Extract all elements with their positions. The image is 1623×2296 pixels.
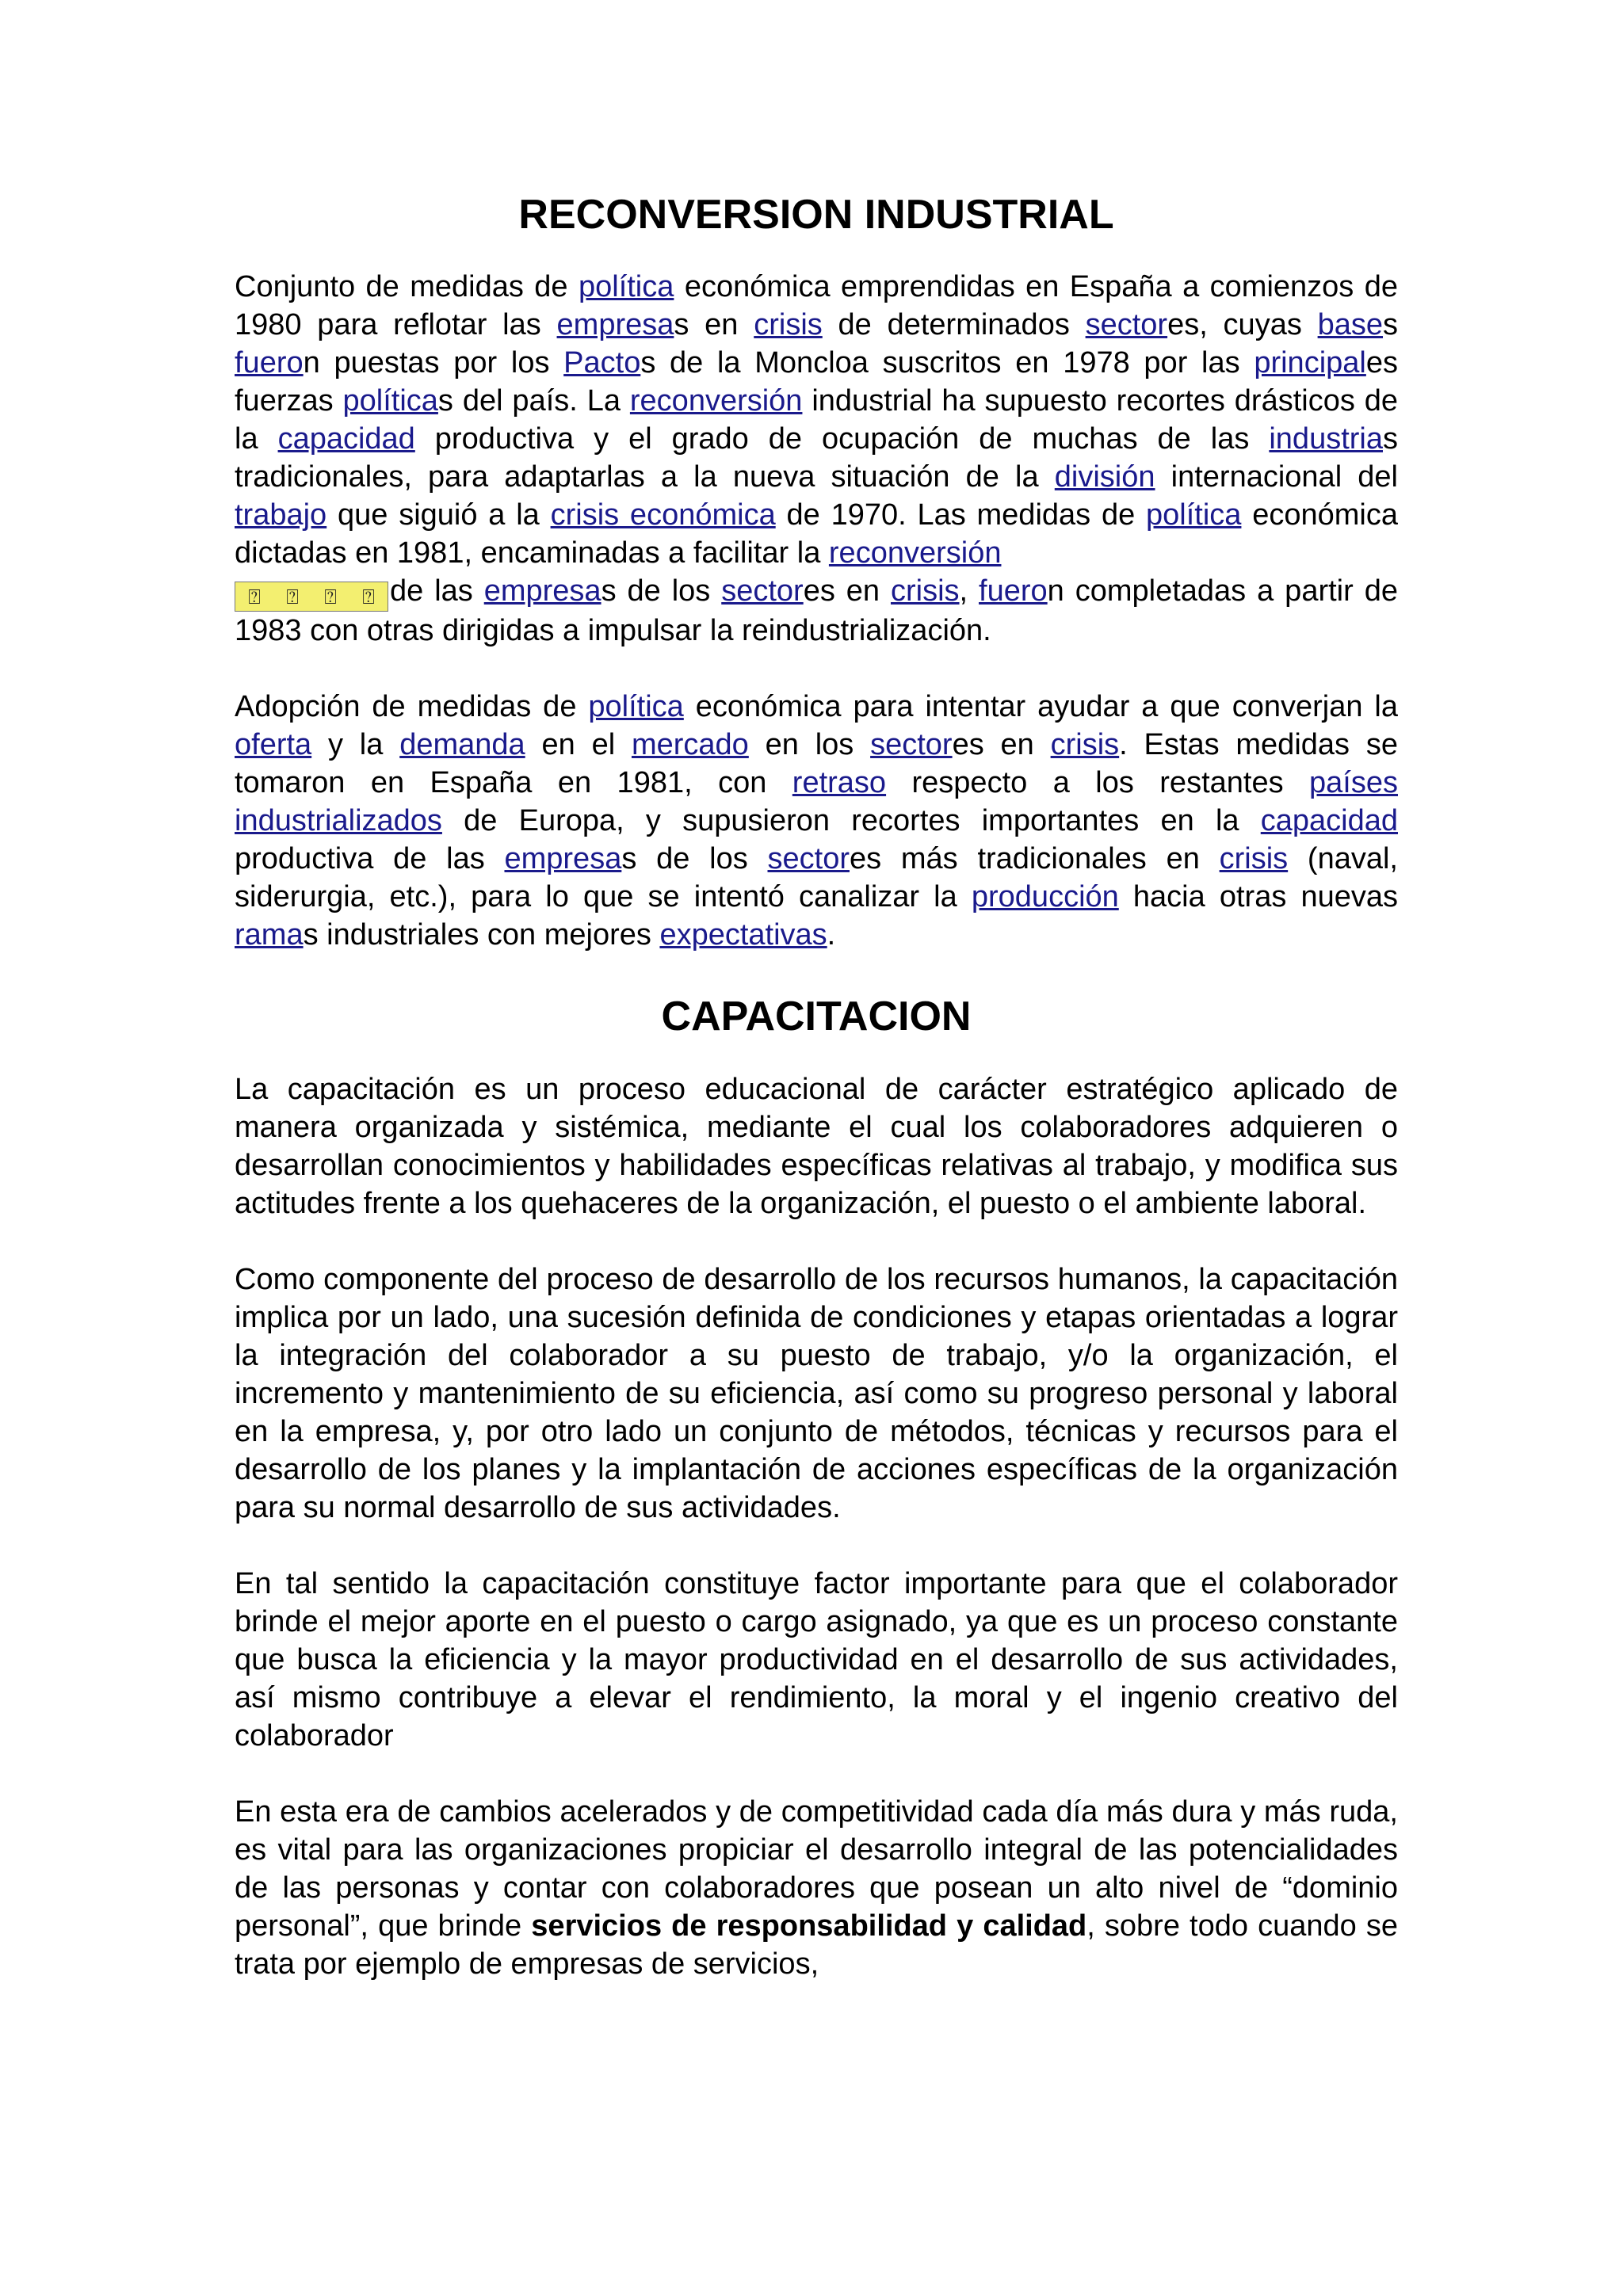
link-crisis-economica[interactable]: crisis económica bbox=[550, 498, 776, 532]
missing-image-icon: ⍰ bbox=[362, 585, 375, 609]
link-principal[interactable]: principal bbox=[1254, 346, 1366, 380]
bold-phrase: servicios de responsabilidad y calidad bbox=[531, 1909, 1087, 1943]
paragraph-capacitacion-era: En esta era de cambios acelerados y de competitividad cada día más dura y más ruda, es vital para las organizaciones propiciar el desarrollo integral de las potencialidades de las personas y contar con colaboradores que posean un alto nivel de “dominio personal”, que brinde servicios de responsabilidad y calidad, sobre todo cuando se trata por ejemplo de empresas de servicios, bbox=[235, 1794, 1399, 1981]
link-crisis[interactable]: crisis bbox=[1219, 842, 1289, 876]
link-rama[interactable]: rama bbox=[235, 918, 304, 952]
link-sector[interactable]: sector bbox=[721, 574, 804, 608]
link-politica[interactable]: política bbox=[342, 384, 438, 418]
link-mercado[interactable]: mercado bbox=[631, 728, 749, 762]
missing-image-icon: ⍰ bbox=[286, 585, 299, 609]
link-sector[interactable]: sector bbox=[870, 728, 953, 762]
link-sector[interactable]: sector bbox=[767, 842, 850, 876]
link-pacto[interactable]: Pacto bbox=[563, 346, 641, 380]
link-crisis[interactable]: crisis bbox=[1050, 728, 1120, 762]
paragraph-capacitacion-definition: La capacitación es un proceso educacional de carácter estratégico aplicado de manera organizada y sistémica, mediante el cual los colaboradores adquieren o desarrollan conocimientos y habilidades específicas relativas al trabajo, y modifica sus actitudes frente a los quehaceres de la organización, el puesto o el ambiente laboral. bbox=[235, 1072, 1398, 1220]
link-empresa[interactable]: empresa bbox=[504, 842, 622, 876]
link-trabajo[interactable]: trabajo bbox=[235, 498, 327, 532]
link-paises-industrializados[interactable]: países industrializados bbox=[235, 766, 1398, 838]
link-division[interactable]: división bbox=[1054, 460, 1155, 494]
link-fuero[interactable]: fuero bbox=[979, 574, 1048, 608]
paragraph-reconversion-measures: Adopción de medidas de política económica para intentar ayudar a que converjan la oferta y la demanda en el mercado en los sectores en crisis. Estas medidas se tomaron en España en 1981, con retraso respecto a los restantes países industrializados de Europa, y supusieron recortes importantes en la capacidad productiva de las empresas de los sectores más tradicionales en crisis (naval, siderurgia, etc.), para lo que se intentó canalizar la producción hacia otras nuevas ramas industriales con mejores expectativas. bbox=[235, 690, 1398, 952]
link-reconversion[interactable]: reconversión bbox=[629, 384, 803, 418]
paragraph-capacitacion-component: Como componente del proceso de desarrollo de los recursos humanos, la capacitación implica por un lado, una sucesión definida de condiciones y etapas orientadas a lograr la integración del colaborador a su puesto de trabajo, y/o la organización, el incremento y mantenimiento de su eficiencia, así como su progreso personal y laboral en la empresa, y, por otro lado un conjunto de métodos, técnicas y recursos para el desarrollo de los planes y la implantación de acciones específicas de la organización para su normal desarrollo de sus actividades. bbox=[235, 1262, 1398, 1524]
link-expectativas[interactable]: expectativas bbox=[659, 918, 827, 952]
missing-image-icons bbox=[235, 582, 388, 612]
link-capacidad[interactable]: capacidad bbox=[1260, 804, 1398, 838]
link-demanda[interactable]: demanda bbox=[399, 728, 525, 762]
link-oferta[interactable]: oferta bbox=[235, 728, 312, 762]
link-empresa[interactable]: empresa bbox=[483, 574, 601, 608]
link-empresa[interactable]: empresa bbox=[556, 308, 674, 342]
title-reconversion-industrial: RECONVERSION INDUSTRIAL bbox=[518, 192, 1114, 238]
link-politica[interactable]: política bbox=[1146, 498, 1242, 532]
link-capacidad[interactable]: capacidad bbox=[277, 422, 415, 456]
missing-image-icon: ⍰ bbox=[248, 585, 261, 609]
link-retraso[interactable]: retraso bbox=[792, 766, 887, 800]
link-sector[interactable]: sector bbox=[1085, 308, 1168, 342]
paragraph-capacitacion-importance: En tal sentido la capacitación constituye factor importante para que el colaborador brinde el mejor aporte en el puesto o cargo asignado, ya que es un proceso constante que busca la eficiencia y la mayor productividad en el desarrollo de sus actividades, así mismo contribuye a elevar el rendimiento, la moral y el ingenio creativo del colaborador bbox=[235, 1566, 1398, 1753]
paragraph-reconversion-definition: Conjunto de medidas de política económica emprendidas en España a comienzos de 1980 para reflotar las empresas en crisis de determinados sectores, cuyas bases fueron puestas por los Pactos de la Moncloa suscritos en 1978 por las principales fuerzas políticas del país. La reconversión industrial ha supuesto recortes drásticos de la capacidad productiva y el grado de ocupación de muchas de las industrias tradicionales, para adaptarlas a la nueva situación de la división internacional del trabajo que siguió a la crisis económica de 1970. Las medidas de política económica dictadas en 1981, encaminadas a facilitar la reconversión ⍰ ⍰ ⍰ ⍰ de las empresas de los sectores en crisis, fueron completadas a partir de 1983 con otras dirigidas a impulsar la reindustrialización. bbox=[235, 270, 1399, 648]
document-content bbox=[235, 190, 1398, 1983]
link-base[interactable]: base bbox=[1317, 308, 1384, 342]
link-politica[interactable]: política bbox=[588, 690, 684, 724]
link-fuero[interactable]: fuero bbox=[235, 346, 304, 380]
link-produccion[interactable]: producción bbox=[971, 880, 1119, 914]
link-crisis[interactable]: crisis bbox=[754, 308, 823, 342]
title-capacitacion: CAPACITACION bbox=[661, 994, 972, 1040]
missing-image-icon: ⍰ bbox=[324, 585, 337, 609]
link-reconversion[interactable]: reconversión bbox=[828, 536, 1002, 570]
link-industria[interactable]: industria bbox=[1269, 422, 1383, 456]
link-crisis[interactable]: crisis bbox=[890, 574, 960, 608]
link-politica[interactable]: política bbox=[578, 270, 674, 304]
